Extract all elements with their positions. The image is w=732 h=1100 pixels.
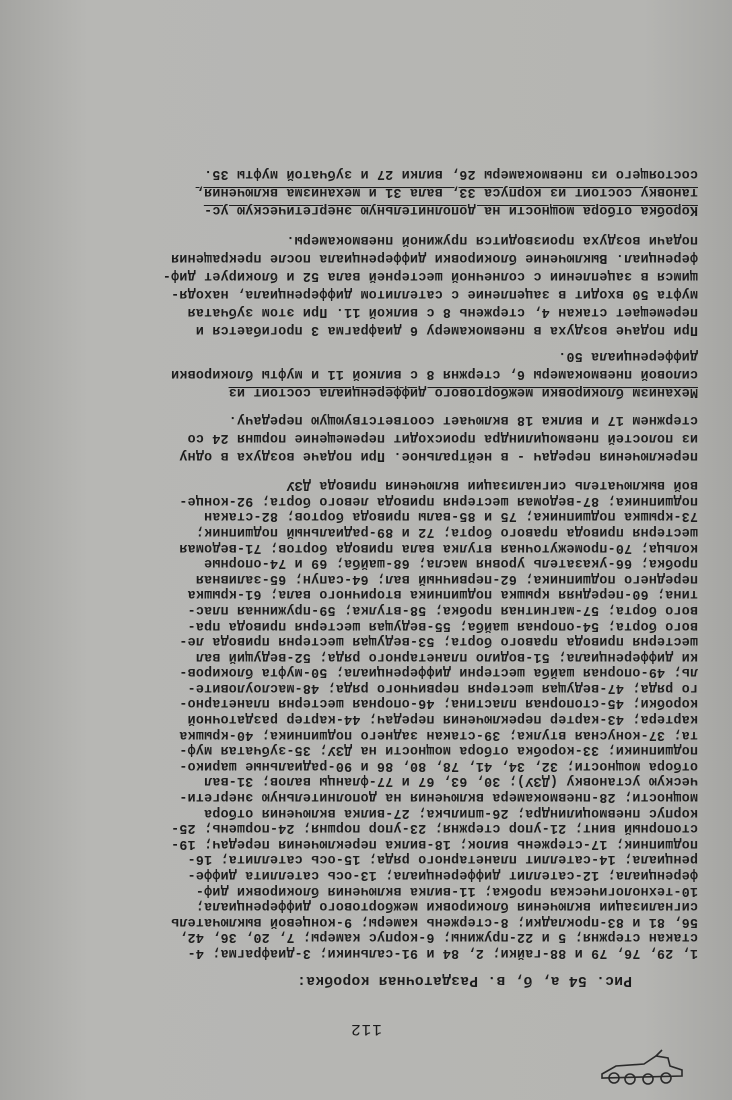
- legend-line: 73-крышка подшипника; 75 и 85-валы привода бортов; 82-стакан: [203, 508, 698, 524]
- figure-caption: Рис. 54 а, б, в. Раздаточная коробка:: [296, 972, 632, 988]
- legend-line: го ряда; 47-ведущая шестерня первичного ряда; 48-маслоуловите-: [187, 679, 698, 695]
- legend-line: стопорный винт; 21-упор стержня; 23-упор поршня; 24-поршень; 25-: [170, 820, 698, 836]
- paragraph-line: стержнем 17 и вилка 18 включает соответствующую передачу.: [228, 412, 698, 427]
- legend-line: 56, 81 и 83-прокладки; 8-стержень камеры; 9-концевой выключатель: [170, 913, 698, 929]
- legend-line: тина; 60-передняя крышка подшипника вторичного вала; 61-крышка: [187, 586, 698, 602]
- legend-line: вой выключатель сигнализации включения привода ДЗУ: [286, 477, 698, 493]
- legend-line: та; 37-конусная втулка; 39-стакан заднего подшипника; 40-крышка: [179, 726, 698, 742]
- legend-line: пробка; 66-указатель уровня масла; 68-шайба; 69 и 74-опорные: [203, 555, 698, 571]
- legend-line: ческую установку (ДЗУ); 30, 63, 67 и 77-фланцы валов; 31-вал: [203, 773, 698, 789]
- legend-line: подшипника; 87-ведомая шестерня привода левого борта; 92-конце-: [179, 492, 698, 508]
- legend-line: подшипник; 17-стержень вилок; 18-вилка переключения передач; 19-: [170, 835, 698, 851]
- legend-line: кольца; 70-промежуточная втулка вала привода бортов; 71-ведомая: [179, 539, 698, 555]
- paragraph-line: [30, 382, 698, 400]
- legend-line: вого борта; 54-опорная шайба; 55-ведущая шестерня привода пра-: [187, 617, 698, 633]
- paragraph-line: перемещает стакан 4, стержень 8 с вилкой 11. При этом зубчатая: [187, 304, 698, 319]
- paragraph-line: подачи воздуха производится пружиной пневмокамеры.: [286, 232, 698, 247]
- paragraph-line: дифференциала 50.: [557, 348, 698, 363]
- paragraph-line: щимся в зацеплении с солнечной шестерней вала 52 и блокирует диф-: [162, 268, 698, 283]
- legend-line: вого борта; 57-магнитная пробка; 58-втулка; 59-пружинная плас-: [187, 601, 698, 617]
- legend-line: ль; 49-опорная шайба шестерни дифференциала; 50-муфта блокиров-: [179, 664, 698, 680]
- vehicle-stamp-icon: [596, 1048, 688, 1088]
- legend-line: шестерня привода правого борта; 72 и 89-радиальный подшипник;: [195, 523, 698, 539]
- legend-line: мощности; 28-пневмокамера включения на дополнительную энергети-: [179, 789, 698, 805]
- paragraph-line: силовой пневмокамеры 6, стержня 8 с вилкой 11 и муфты блокировки: [170, 366, 698, 381]
- figure-legend: [30, 477, 698, 960]
- paragraph-diff-lock-mechanism: [30, 346, 698, 400]
- underlined-heading-text: тановку состоит из корпуса 33, вала 31 и механизма включения,: [195, 184, 698, 199]
- legend-line: корпус пневмоцилиндра; 26-шпилька; 27-вилка включения отбора: [203, 804, 698, 820]
- paragraph-air-supply: [30, 230, 698, 338]
- paragraph-line: [30, 182, 698, 200]
- underlined-heading-text: Механизм блокировки межбортового дифференциала состоит из: [228, 384, 698, 399]
- legend-line: картера; 43-картер переключения передач; 44-картер раздаточной: [187, 711, 698, 727]
- legend-line: стакан стержня; 5 и 22-пружины; 6-корпус камеры; 7, 20, 36, 42,: [179, 929, 698, 945]
- paragraph-power-takeoff: [30, 164, 698, 218]
- legend-line: ки дифференциала; 51-водило планетарного ряда; 52-ведущий вал: [195, 648, 698, 664]
- paragraph-line: из полостей пневмоцилиндра происходит перемещение поршня 24 со: [187, 430, 698, 445]
- legend-line: отбора мощности; 32, 34, 41, 78, 80, 86 и 90-радиальные шарико-: [179, 757, 698, 773]
- legend-line: подшипники; 33-коробка отбора мощности на ДЗУ; 35-зубчатая муф-: [179, 742, 698, 758]
- paragraph-line: переключения передач - в нейтральное. При подаче воздуха в одну: [179, 448, 698, 463]
- legend-line: 10-технологическая пробка; 11-вилка включения блокировки диф-: [195, 882, 698, 898]
- paragraph-line: состоящего из пневмокамеры 26, вилки 27 и зубчатой муфты 35.: [203, 166, 698, 181]
- legend-line: ференциала; 12-сателлит дифференциала; 13-ось сателлита диффе-: [187, 867, 698, 883]
- paragraph-line: ференциал. Выключение блокировки дифференциала после прекращения: [170, 250, 698, 265]
- legend-line: 1, 29, 76, 79 и 88-гайки; 2, 84 и 91-сальники; 3-диафрагма; 4-: [187, 945, 698, 960]
- legend-line: шестерня привода правого борта; 53-ведущая шестерня привода ле-: [179, 633, 698, 649]
- legend-line: сигнализации включения блокировки межбортового дифференциала;: [195, 898, 698, 914]
- paragraph-gear-shift: [30, 410, 698, 464]
- paragraph-line: [30, 200, 698, 218]
- legend-line: коробки; 45-стопорная пластина; 46-опорная шестерня планетарно-: [179, 695, 698, 711]
- legend-line: переднего подшипника; 62-первичный вал; 64-сапун; 65-заливная: [195, 570, 698, 586]
- underlined-heading-text: Коробка отбора мощности на дополнительную энергетическую ус-: [203, 202, 698, 217]
- legend-line: ренциала; 14-сателлит планетарного ряда; 15-ось сателлита; 16-: [187, 851, 698, 867]
- page-number: 112: [350, 1020, 382, 1038]
- paragraph-line: муфта 50 входит в зацепление с сателлитом дифференциала, находя-: [170, 286, 698, 301]
- paragraph-line: При подаче воздуха в пневмокамеру 6 диафрагма 3 прогибается и: [195, 322, 698, 337]
